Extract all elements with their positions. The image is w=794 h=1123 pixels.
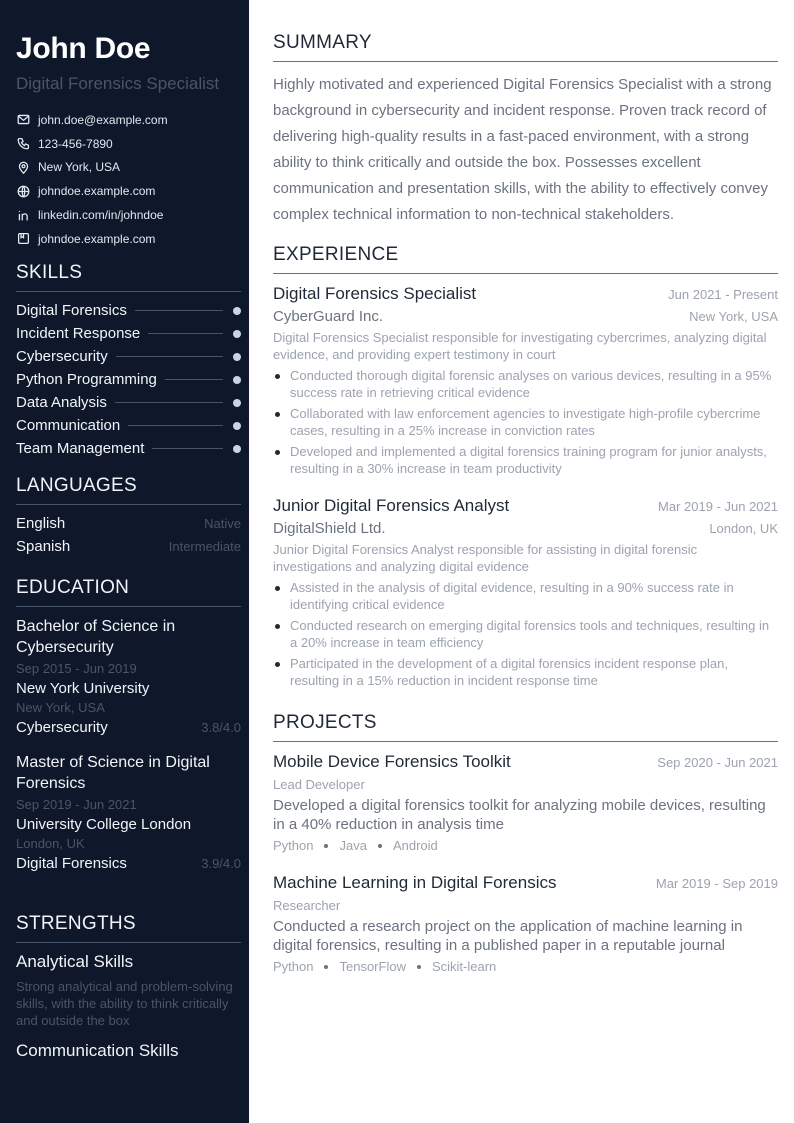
education-field: Cybersecurity	[16, 719, 108, 736]
job-company: DigitalShield Ltd.	[273, 520, 386, 537]
skill-leader-line	[148, 333, 223, 334]
achievement-item: Participated in the development of a digital forensics incident response plan, resulting in a 15% reduction in incident response time	[273, 655, 778, 689]
job-description: Junior Digital Forensics Analyst responsible for assisting in digital forensic investigations and analyzing digital evidence	[273, 542, 698, 574]
sidebar	[0, 0, 249, 1123]
phone-icon	[16, 137, 30, 151]
job-achievements	[273, 579, 778, 689]
tech-tag: Python	[273, 838, 314, 853]
linkedin-icon	[16, 208, 30, 222]
project-entry	[273, 873, 778, 974]
job-description: Digital Forensics Specialist responsible for investigating cybercrimes, analyzing digital evidence, and providing expert testimony in court	[273, 330, 767, 362]
contact-portfolio[interactable]	[16, 227, 241, 251]
skill-label: Incident Response	[16, 325, 141, 342]
contact-email[interactable]	[16, 108, 241, 132]
language-item	[16, 512, 241, 535]
achievement-item: Assisted in the analysis of digital evidence, resulting in a 90% success rate in identifying critical evidence	[273, 579, 778, 613]
skill-label: Digital Forensics	[16, 302, 127, 319]
tech-separator	[324, 844, 328, 848]
projects-heading: PROJECTS	[273, 712, 778, 742]
job-title: Digital Forensics Specialist	[273, 284, 477, 303]
experience-heading: EXPERIENCE	[273, 244, 778, 274]
tech-separator	[417, 965, 421, 969]
languages-section	[16, 475, 241, 558]
project-title: Machine Learning in Digital Forensics	[273, 873, 557, 892]
project-role: Researcher	[273, 898, 341, 913]
achievement-item: Developed and implemented a digital forensics training program for junior analysts, resulting in a 30% increase in team productivity	[273, 443, 778, 477]
skill-item	[16, 368, 241, 391]
job-location: London, UK	[709, 521, 778, 536]
tech-separator	[324, 965, 328, 969]
skill-dot	[233, 330, 241, 338]
experience-entry	[273, 496, 778, 693]
experience-entry	[273, 284, 778, 481]
project-title: Mobile Device Forensics Toolkit	[273, 752, 511, 771]
education-heading: EDUCATION	[16, 577, 241, 607]
skill-leader-line	[165, 379, 223, 380]
contact-phone[interactable]	[16, 132, 241, 156]
skill-item	[16, 299, 241, 322]
strength-description: Strong analytical and problem-solving skills, with the ability to think critically and outside the box	[16, 979, 233, 1028]
contact-location	[16, 156, 241, 180]
project-role: Lead Developer	[273, 777, 365, 792]
education-location: London, UK	[16, 836, 85, 851]
skills-section	[16, 262, 241, 460]
language-item	[16, 535, 241, 558]
contact-location-text: New York, USA	[38, 160, 121, 175]
education-entry	[16, 752, 241, 872]
job-title: Junior Digital Forensics Analyst	[273, 496, 510, 515]
location-pin-icon	[16, 160, 30, 174]
education-school: University College London	[16, 816, 192, 833]
tech-tag: Python	[273, 959, 314, 974]
profile-title: Digital Forensics Specialist	[16, 74, 220, 93]
education-section	[16, 577, 241, 872]
skill-item	[16, 437, 241, 460]
education-school: New York University	[16, 680, 150, 697]
skill-item	[16, 414, 241, 437]
job-dates: Mar 2019 - Jun 2021	[658, 499, 778, 514]
project-dates: Sep 2020 - Jun 2021	[657, 755, 778, 770]
summary-heading: SUMMARY	[273, 32, 778, 62]
job-company: CyberGuard Inc.	[273, 308, 384, 325]
strength-title: Communication Skills	[16, 1041, 179, 1060]
skill-item	[16, 322, 241, 345]
skill-dot	[233, 399, 241, 407]
achievement-item: Collaborated with law enforcement agencies to investigate high-profile cybercrime cases, resulting in a 25% increase in conviction rates	[273, 405, 778, 439]
portfolio-icon	[16, 232, 30, 246]
strength-title: Analytical Skills	[16, 952, 134, 971]
contact-list	[16, 108, 241, 251]
contact-email-text: john.doe@example.com	[38, 112, 168, 127]
language-name: Spanish	[16, 538, 71, 555]
education-degree: Master of Science in Digital Forensics	[16, 754, 210, 792]
tech-separator	[378, 844, 382, 848]
skill-label: Cybersecurity	[16, 348, 108, 365]
project-entry	[273, 752, 778, 853]
tech-tag: TensorFlow	[339, 959, 406, 974]
contact-website[interactable]	[16, 179, 241, 203]
skill-label: Communication	[16, 417, 121, 434]
education-entry	[16, 616, 241, 736]
contact-phone-text: 123-456-7890	[38, 136, 113, 151]
skill-dot	[233, 445, 241, 453]
skill-label: Python Programming	[16, 371, 157, 388]
skill-dot	[233, 353, 241, 361]
education-gpa: 3.8/4.0	[201, 720, 241, 735]
education-dates: Sep 2015 - Jun 2019	[16, 661, 137, 676]
skill-dot	[233, 307, 241, 315]
skills-heading: SKILLS	[16, 262, 241, 292]
job-dates: Jun 2021 - Present	[668, 287, 778, 302]
skill-leader-line	[115, 402, 223, 403]
tech-tag: Android	[392, 838, 438, 853]
skill-leader-line	[116, 356, 223, 357]
skill-item	[16, 391, 241, 414]
education-degree: Bachelor of Science in Cybersecurity	[16, 618, 176, 656]
project-description: Conducted a research project on the application of machine learning in digital forensics, resulting in a published paper in a reputable journal	[273, 918, 743, 954]
project-description: Developed a digital forensics toolkit for analyzing mobile devices, resulting in a 40% reduction in analysis time	[273, 797, 766, 833]
achievement-item: Conducted thorough digital forensic analyses on various devices, resulting in a 95% success rate in retrieving critical evidence	[273, 367, 778, 401]
skill-leader-line	[135, 310, 223, 311]
project-tech-stack	[273, 959, 778, 974]
contact-portfolio-text: johndoe.example.com	[38, 231, 156, 246]
education-field-row	[16, 855, 241, 872]
strength-entry	[16, 952, 241, 1029]
skill-leader-line	[128, 425, 223, 426]
skill-leader-line	[152, 448, 223, 449]
skill-dot	[233, 376, 241, 384]
language-name: English	[16, 515, 66, 532]
job-achievements	[273, 367, 778, 477]
project-dates: Mar 2019 - Sep 2019	[655, 876, 778, 891]
skill-dot	[233, 422, 241, 430]
language-level: Native	[204, 516, 241, 531]
achievement-item: Conducted research on emerging digital forensics tools and techniques, resulting in a 20% increase in team efficiency	[273, 617, 778, 651]
language-level: Intermediate	[168, 539, 241, 554]
skill-label: Team Management	[16, 440, 145, 457]
education-field-row	[16, 719, 241, 736]
strengths-heading: STRENGTHS	[16, 913, 241, 943]
education-dates: Sep 2019 - Jun 2021	[16, 797, 137, 812]
strengths-section	[16, 913, 241, 1061]
tech-tag: Java	[339, 838, 367, 853]
contact-linkedin[interactable]	[16, 203, 241, 227]
strength-entry	[16, 1041, 241, 1061]
globe-icon	[16, 184, 30, 198]
tech-tag: Scikit-learn	[431, 959, 497, 974]
profile-name: John Doe	[16, 32, 151, 65]
skill-item	[16, 345, 241, 368]
contact-website-text: johndoe.example.com	[38, 184, 156, 199]
mail-icon	[16, 113, 30, 127]
skill-label: Data Analysis	[16, 394, 107, 411]
education-field: Digital Forensics	[16, 855, 127, 872]
education-location: New York, USA	[16, 700, 105, 715]
languages-heading: LANGUAGES	[16, 475, 241, 505]
summary-text: Highly motivated and experienced Digital Forensics Specialist with a strong background in cybersecurity and incident response. Proven track record of delivering high-quality results in a fast-paced environment, with a strong ability to think critically and outside the box. Possesses excellent communication and presentation skills, with the ability to effectively convey complex technical information to non-technical stakeholders.	[273, 76, 772, 223]
contact-linkedin-text: linkedin.com/in/johndoe	[38, 208, 164, 223]
project-tech-stack	[273, 838, 778, 853]
education-gpa: 3.9/4.0	[201, 856, 241, 871]
job-location: New York, USA	[689, 309, 778, 324]
